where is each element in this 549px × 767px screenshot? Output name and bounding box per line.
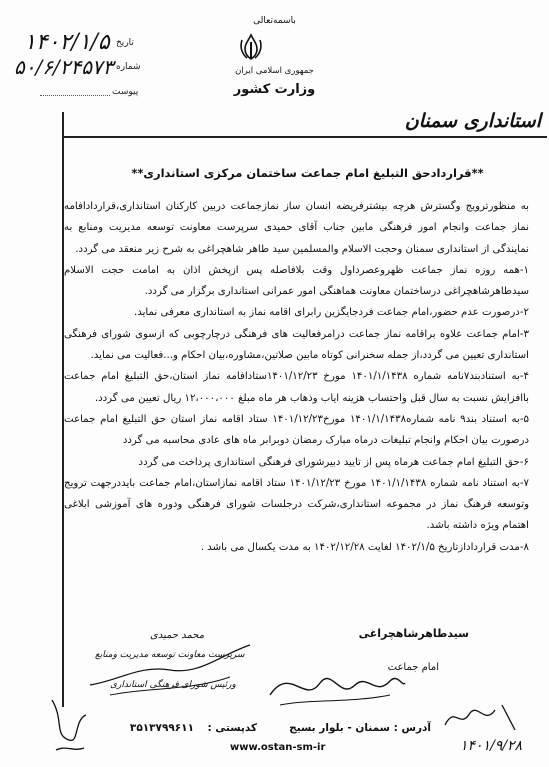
clause-8: ۸-مدت قراردادازتاریخ ۱۴۰۲/۱/۵ لغایت ۱۴۰۲/۱۲/۲۸ به مدت یکسال می باشد . [200, 541, 529, 553]
left-signatory-title-1: سرپرست معاونت توسعه مدیریت ومنابع [95, 650, 245, 660]
org-name: استانداری سمنان [404, 110, 541, 132]
handwritten-date: ۱۴۰۱/۹/۲۸ [460, 738, 523, 754]
clause-5: ۵-به استناد بند۹ نامه شماره۱۴۰۱/۱/۱۴۳۸ مورخ۱۴۰۱/۱۲/۲۳ ستاد اقامه نماز استان حق التبلیغ امام جماعت درصورت بیان احکام وانجام تبلیغات درماه مبارک رمضان دوبرابر ماه های عادی محاسبه می گردد [64, 413, 529, 447]
clause-6: ۶-حق التبلیغ امام جماعت هرماه پس از تایید دبیرشورای فرهنگی استانداری پرداخت می گردد [138, 456, 529, 468]
footer-address: آدرس : سمنان - بلوار بسیج [289, 722, 431, 734]
footer-postal-code: ۳۵۱۳۷۹۹۶۱۱ [129, 722, 194, 734]
date-value: ۱۴۰۲/۱/۵ [24, 30, 110, 55]
footer-initial [440, 695, 530, 735]
intro-paragraph: به منظورترویج وگسترش هرچه بیشترفریضه انسان ساز نمازجماعت دربین کارکنان استانداری،قراردادافامه نماز جماعت وانجام امور فرهنگی مابین جناب آقای حمیدی سرپرست معاونت توسعه مدیریت ومنابع به نمایندگی از استانداری سمنان وحجت الاسلام والمسلمین سید طاهر شاهچراغی به شرح زیر منعقد می گردد. [64, 201, 529, 255]
right-signatory-title: امام جماعت [387, 662, 439, 673]
left-signatory-name: محمد حمیدی [150, 630, 205, 641]
clause-4: ۴-به استنادبند۷نامه شماره ۱۴۰۱/۱/۱۴۳۸ مورخ ۱۴۰۱/۱۲/۲۳ستادافامه نماز استان،حق التبلیغ امام جماعت باافزایش نسبت به سال قبل واحتساب هزینه ایاب وذهاب هر ماه مبلغ ۱۲،۰۰۰،۰۰۰ ریال تعیین می گردد. [64, 371, 530, 404]
left-signature [80, 625, 260, 705]
left-signatory-title-2: ورئیس شورای فرهنگی استانداری [110, 680, 236, 690]
header-rule [62, 136, 547, 138]
number-value: ۵۰/۶/۲۴۵۷۳ [14, 55, 114, 79]
clause-3: ۳-امام جماعت علاوه براقامه نماز جماعت درامرفعالیت های فرهنگی درچارچوبی که ازسوی شورای فرهنگی استانداری تعیین می گردد،از جمله سخنرانی کوتاه مابین صلاتین،مشاوره،بیان احکام و...فعالیت می نماید. [64, 328, 529, 362]
clause-7: ۷-به استناد نامه شماره ۱۴۰۱/۱/۱۴۳۸ مورخ ۱۴۰۱/۱۲/۲۳ ستاد اقامه نمازاستان،امام جماعت بایددرجهت ترویج وتوسعه فرهنگ نماز در مجموعه استانداری،شرکت درجلسات شورای فرهنگی ودوره های آموزشی ابلاغی اهتمام ویژه داشته باشد. [64, 477, 529, 532]
ministry-name: وزارت کشور [233, 82, 316, 97]
contract-body [64, 196, 529, 558]
footer-website: www.ostan-sm-ir [230, 742, 326, 753]
number-label: شماره [116, 62, 141, 72]
republic-name: جمهوری اسلامی ایران [235, 66, 314, 76]
clause-2: ۲-درصورت عدم حضور،امام جماعت فردجایگزین رابرای اقامه نماز به استانداری معرفی نماید. [133, 307, 529, 319]
right-signature [260, 655, 410, 715]
date-label: تاریخ [116, 38, 134, 48]
iran-emblem-icon [236, 32, 266, 66]
footer-postal-label: کدپستی : [207, 722, 257, 734]
basmala: باسمه‌تعالی [253, 16, 296, 26]
clause-1: ۱-همه روزه نماز جماعت ظهروعصرداول وقت بلافاصله پس ازپخش اذان به امامت حجت الاسلام سیدطاهرشاهچراغی درساختمان معاونت هماهنگی امور عمرانی استانداری برگزار می گردد. [64, 264, 529, 298]
right-signatory-name: سیدطاهرشاهچراغی [358, 627, 469, 640]
attachment-label: پیوست [112, 87, 139, 97]
margin-signature [44, 690, 94, 760]
contract-title: **قراردادحق التبلیغ امام جماعت ساختمان مرکزی استانداری** [131, 166, 484, 180]
